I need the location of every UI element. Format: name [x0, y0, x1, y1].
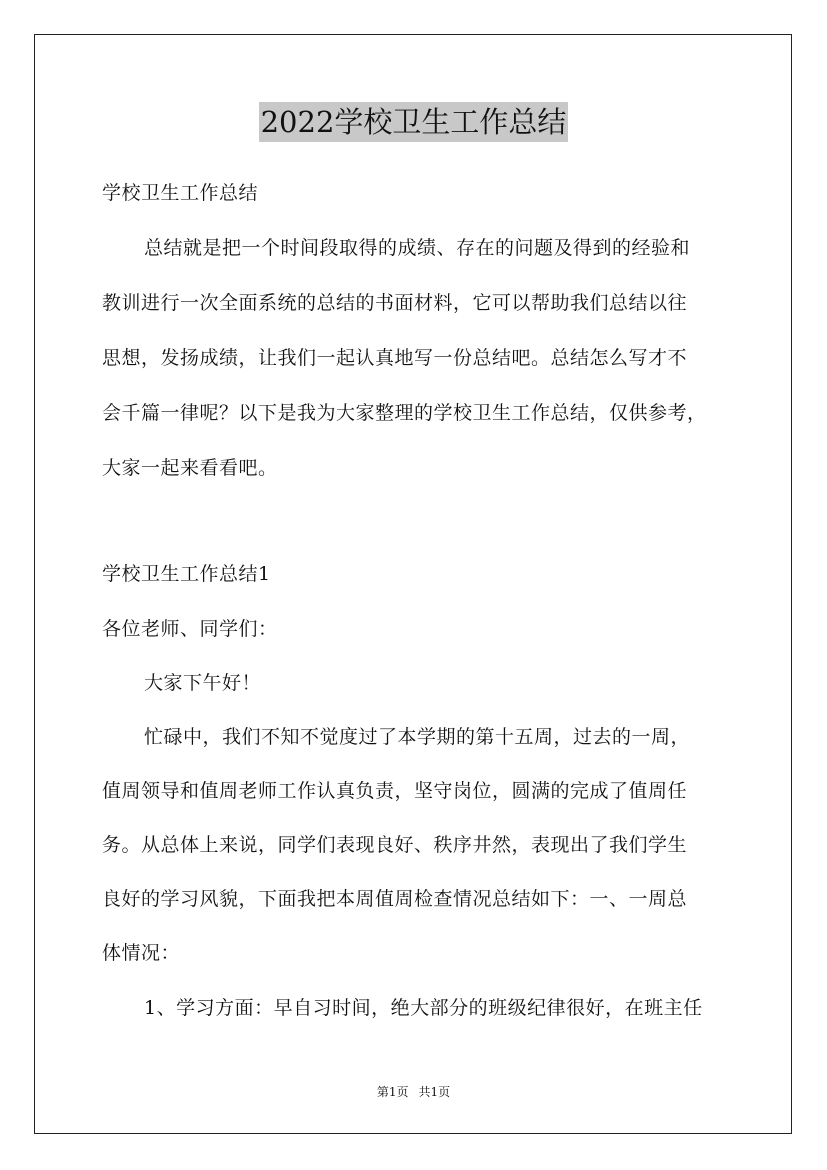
salutation: 各位老师、同学们：: [102, 618, 278, 640]
page-total: 共1页: [418, 1085, 451, 1099]
paragraph-line: 总结就是把一个时间段取得的成绩、存在的问题及得到的经验和: [144, 237, 691, 259]
greeting: 大家下午好！: [144, 672, 262, 694]
paragraph-line: 会千篇一律呢？以下是我为大家整理的学校卫生工作总结，仅供参考，: [102, 402, 707, 424]
paragraph-line: 1、学习方面：早自习时间，绝大部分的班级纪律很好，在班主任: [144, 997, 703, 1019]
paragraph-line: 忙碌中，我们不知不觉度过了本学期的第十五周，过去的一周，: [144, 726, 691, 748]
page-number: 第1页: [376, 1085, 409, 1099]
paragraph-line: 良好的学习风貌，下面我把本周值周检查情况总结如下：一、一周总: [102, 888, 688, 910]
section-heading: 学校卫生工作总结: [102, 182, 259, 204]
section-heading: 学校卫生工作总结1: [102, 563, 271, 585]
page-footer: [0, 1084, 827, 1100]
title-container: [0, 102, 827, 142]
paragraph-line: 教训进行一次全面系统的总结的书面材料，它可以帮助我们总结以往: [102, 292, 688, 314]
paragraph-line: 务。从总体上来说，同学们表现良好、秩序井然，表现出了我们学生: [102, 834, 688, 856]
paragraph-line: 思想，发扬成绩，让我们一起认真地写一份总结吧。总结怎么写才不: [102, 347, 688, 369]
paragraph-line: 值周领导和值周老师工作认真负责，坚守岗位，圆满的完成了值周任: [102, 780, 688, 802]
paragraph-line: 大家一起来看看吧。: [102, 457, 278, 479]
document-title: 2022学校卫生工作总结: [259, 102, 569, 142]
paragraph-line: 体情况：: [102, 942, 181, 964]
